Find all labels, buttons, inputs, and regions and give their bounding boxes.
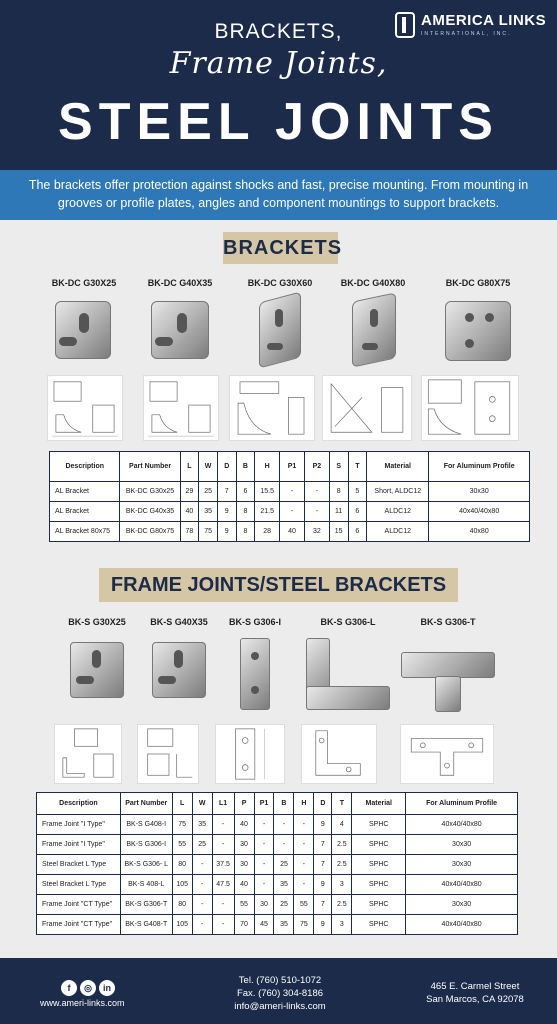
- col-header: T: [332, 793, 352, 815]
- table-row: [37, 895, 518, 915]
- logo-name: AMERICA LINKS: [421, 12, 547, 29]
- table-cell: 55: [234, 895, 254, 915]
- col-header: Material: [352, 793, 406, 815]
- bracket-photo: [245, 293, 315, 365]
- table-cell: 40: [234, 875, 254, 895]
- table-cell: -: [304, 502, 329, 522]
- table-cell: 25: [192, 835, 212, 855]
- table-cell: ALDC12: [367, 522, 429, 542]
- product-label: BK-S G306-L: [320, 617, 376, 627]
- facebook-icon[interactable]: f: [61, 980, 77, 996]
- table-cell: 15: [329, 522, 348, 542]
- table-cell: 7: [314, 855, 332, 875]
- table-cell: SPHC: [352, 815, 406, 835]
- product-bk-dc-g30x25: [44, 277, 124, 365]
- table-cell: 2.5: [332, 895, 352, 915]
- address-street: 465 E. Carmel Street: [430, 981, 520, 992]
- product-bk-s-g306-i: [218, 616, 292, 714]
- table-cell: BK-S G408-I: [120, 815, 172, 835]
- technical-drawing: [301, 724, 377, 784]
- table-row: [50, 522, 530, 542]
- table-cell: 32: [304, 522, 329, 542]
- table-cell: 9: [314, 915, 332, 935]
- social-links: [61, 978, 118, 996]
- col-header: W: [199, 452, 218, 482]
- contact-info: [225, 974, 335, 1013]
- table-cell: 5: [348, 482, 367, 502]
- table-cell: -: [212, 815, 234, 835]
- frame-joints-spec-table: [36, 792, 518, 935]
- header-line-brackets: BRACKETS,: [214, 20, 343, 43]
- table-row: [37, 875, 518, 895]
- bracket-photo: [62, 632, 132, 704]
- table-cell: 29: [180, 482, 199, 502]
- table-cell: 3: [332, 915, 352, 935]
- table-row: [37, 815, 518, 835]
- table-cell: -: [212, 835, 234, 855]
- table-cell: 78: [180, 522, 199, 542]
- table-cell: Steel Bracket L Type: [37, 875, 121, 895]
- product-bk-dc-g30x60: [238, 277, 322, 365]
- table-cell: 40x40/40x80: [429, 502, 530, 522]
- col-header: P2: [304, 452, 329, 482]
- table-cell: 8: [329, 482, 348, 502]
- col-header: L: [172, 793, 192, 815]
- product-bk-s-g40x35: [140, 616, 218, 704]
- table-cell: -: [254, 815, 274, 835]
- email-link[interactable]: info@ameri-links.com: [234, 1001, 326, 1012]
- product-label: BK-S G40X35: [150, 617, 208, 627]
- table-cell: 30x30: [406, 835, 518, 855]
- logo-subtitle: INTERNATIONAL, INC.: [421, 31, 512, 37]
- section-title-brackets: BRACKETS: [223, 232, 338, 264]
- table-cell: -: [254, 875, 274, 895]
- table-cell: 47.5: [212, 875, 234, 895]
- bracket-photo: [49, 293, 119, 365]
- product-label: BK-S G306-I: [228, 617, 281, 627]
- instagram-icon[interactable]: ◎: [80, 980, 96, 996]
- col-header: W: [192, 793, 212, 815]
- table-cell: 105: [172, 875, 192, 895]
- technical-drawing: [421, 375, 519, 441]
- table-cell: 9: [314, 875, 332, 895]
- bracket-photo: [220, 632, 290, 714]
- table-cell: BK-S G306-T: [120, 895, 172, 915]
- col-header: P: [234, 793, 254, 815]
- product-label: BK-DC G80X75: [445, 278, 511, 288]
- table-cell: BK-S G306-I: [120, 835, 172, 855]
- footer: [0, 958, 557, 1024]
- table-cell: -: [274, 815, 294, 835]
- table-row: [37, 915, 518, 935]
- table-cell: SPHC: [352, 915, 406, 935]
- table-cell: SPHC: [352, 835, 406, 855]
- table-cell: 30: [234, 855, 254, 875]
- table-cell: BK-S G408-T: [120, 915, 172, 935]
- table-cell: 21.5: [255, 502, 280, 522]
- table-cell: 6: [348, 502, 367, 522]
- logo-mark-icon: [395, 12, 415, 38]
- table-cell: 80: [172, 895, 192, 915]
- table-row: [50, 482, 530, 502]
- table-cell: -: [294, 815, 314, 835]
- table-cell: 7: [314, 835, 332, 855]
- header-line-steel-joints: STEEL JOINTS: [58, 93, 499, 151]
- table-cell: -: [254, 855, 274, 875]
- product-bk-dc-g80x75: [432, 277, 524, 365]
- table-cell: 8: [236, 502, 255, 522]
- table-cell: 8: [236, 522, 255, 542]
- table-cell: 6: [236, 482, 255, 502]
- table-cell: 2.5: [332, 835, 352, 855]
- table-cell: AL Bracket: [50, 482, 120, 502]
- col-header: B: [236, 452, 255, 482]
- linkedin-icon[interactable]: in: [99, 980, 115, 996]
- table-cell: -: [192, 855, 212, 875]
- table-cell: -: [280, 482, 305, 502]
- product-label: BK-DC G30X25: [51, 278, 117, 288]
- bracket-photo: [304, 632, 392, 714]
- table-cell: 40x80: [429, 522, 530, 542]
- col-header: P1: [254, 793, 274, 815]
- table-cell: 70: [234, 915, 254, 935]
- product-bk-dc-g40x35: [138, 277, 222, 365]
- table-cell: 80: [172, 855, 192, 875]
- product-label: BK-DC G30X60: [247, 278, 313, 288]
- table-cell: 40x40/40x80: [406, 915, 518, 935]
- technical-drawing: [143, 375, 219, 441]
- table-cell: 25: [274, 855, 294, 875]
- table-cell: -: [254, 835, 274, 855]
- table-cell: SPHC: [352, 875, 406, 895]
- col-header: Description: [37, 793, 121, 815]
- table-cell: BK-DC G80x75: [120, 522, 180, 542]
- bracket-photo: [401, 632, 495, 714]
- technical-drawing: [54, 724, 122, 784]
- table-cell: BK-S 408-L: [120, 875, 172, 895]
- table-cell: 25: [274, 895, 294, 915]
- brackets-spec-table: [49, 451, 530, 542]
- technical-drawing: [47, 375, 123, 441]
- table-cell: 40x40/40x80: [406, 815, 518, 835]
- technical-drawing: [215, 724, 285, 784]
- table-cell: 15.5: [255, 482, 280, 502]
- bracket-photo: [338, 293, 408, 365]
- table-cell: 40: [234, 815, 254, 835]
- col-header: H: [255, 452, 280, 482]
- technical-drawing: [137, 724, 199, 784]
- technical-drawing: [322, 375, 412, 441]
- table-cell: -: [304, 482, 329, 502]
- table-cell: -: [294, 875, 314, 895]
- table-cell: 75: [172, 815, 192, 835]
- col-header: Description: [50, 452, 120, 482]
- table-cell: 30x30: [429, 482, 530, 502]
- table-cell: 6: [348, 522, 367, 542]
- col-header: For Aluminum Profile: [429, 452, 530, 482]
- address: [410, 980, 540, 1006]
- table-cell: Short, ALDC12: [367, 482, 429, 502]
- table-cell: ALDC12: [367, 502, 429, 522]
- table-cell: 30x30: [406, 895, 518, 915]
- table-row: [37, 835, 518, 855]
- table-cell: BK-S G306- L: [120, 855, 172, 875]
- table-cell: 30: [254, 895, 274, 915]
- col-header: Material: [367, 452, 429, 482]
- table-cell: 4: [332, 815, 352, 835]
- table-cell: -: [274, 835, 294, 855]
- phone-number[interactable]: Tel. (760) 510-1072: [238, 975, 322, 986]
- table-cell: 30x30: [406, 855, 518, 875]
- col-header: Part Number: [120, 793, 172, 815]
- col-header: L: [180, 452, 199, 482]
- table-cell: 3: [332, 875, 352, 895]
- product-bk-s-g30x25: [58, 616, 136, 704]
- bracket-photo: [443, 293, 513, 365]
- table-cell: Frame Joint "CT Type": [37, 915, 121, 935]
- table-cell: 75: [294, 915, 314, 935]
- col-header: H: [294, 793, 314, 815]
- table-cell: 35: [199, 502, 218, 522]
- table-cell: -: [192, 895, 212, 915]
- table-cell: AL Bracket: [50, 502, 120, 522]
- table-cell: -: [192, 915, 212, 935]
- product-label: BK-DC G40X80: [340, 278, 406, 288]
- product-bk-s-g306-l: [300, 616, 396, 714]
- col-header: B: [274, 793, 294, 815]
- product-label: BK-S G306-T: [420, 617, 476, 627]
- table-cell: Steel Bracket L Type: [37, 855, 121, 875]
- table-cell: 37.5: [212, 855, 234, 875]
- technical-drawing: [400, 724, 494, 784]
- col-header: S: [329, 452, 348, 482]
- col-header: L1: [212, 793, 234, 815]
- table-cell: 55: [294, 895, 314, 915]
- table-cell: Frame Joint "I Type": [37, 815, 121, 835]
- company-logo[interactable]: [395, 12, 545, 42]
- table-cell: 11: [329, 502, 348, 522]
- col-header: D: [314, 793, 332, 815]
- table-header-row: [50, 452, 530, 482]
- product-bk-s-g306-t: [400, 616, 496, 714]
- table-cell: -: [212, 915, 234, 935]
- table-cell: BK-DC G30x25: [120, 482, 180, 502]
- table-cell: 105: [172, 915, 192, 935]
- table-header-row: [37, 793, 518, 815]
- intro-text: The brackets offer protection against shocks and fast, precise mounting. From mounting in grooves or profile plates, angles and component mountings to support brackets.: [0, 170, 557, 220]
- table-cell: 75: [199, 522, 218, 542]
- table-cell: 2.5: [332, 855, 352, 875]
- table-cell: 40: [180, 502, 199, 522]
- table-cell: AL Bracket 80x75: [50, 522, 120, 542]
- table-cell: SPHC: [352, 895, 406, 915]
- table-cell: 35: [192, 815, 212, 835]
- table-cell: 28: [255, 522, 280, 542]
- table-cell: 35: [274, 875, 294, 895]
- product-label: BK-DC G40X35: [147, 278, 213, 288]
- table-cell: -: [294, 855, 314, 875]
- section-title-frame-joints: FRAME JOINTS/STEEL BRACKETS: [99, 568, 458, 602]
- col-header: D: [217, 452, 236, 482]
- table-cell: 9: [217, 502, 236, 522]
- bracket-photo: [144, 632, 214, 704]
- product-label: BK-S G30X25: [68, 617, 126, 627]
- technical-drawing: [229, 375, 315, 441]
- header-line-frame-joints: Frame Joints,: [169, 46, 388, 81]
- table-cell: Frame Joint "I Type": [37, 835, 121, 855]
- header-banner: [0, 0, 557, 170]
- fax-number: Fax. (760) 304-8186: [236, 988, 324, 999]
- table-cell: 35: [274, 915, 294, 935]
- col-header: For Aluminum Profile: [406, 793, 518, 815]
- col-header: Part Number: [120, 452, 180, 482]
- table-cell: -: [192, 875, 212, 895]
- table-cell: -: [212, 895, 234, 915]
- table-cell: 9: [217, 522, 236, 542]
- table-cell: 7: [314, 895, 332, 915]
- table-cell: 55: [172, 835, 192, 855]
- table-cell: 40x40/40x80: [406, 875, 518, 895]
- table-row: [37, 855, 518, 875]
- website-link[interactable]: www.ameri-links.com: [40, 998, 125, 1008]
- bracket-photo: [145, 293, 215, 365]
- table-cell: Frame Joint "CT Type": [37, 895, 121, 915]
- address-city: San Marcos, CA 92078: [426, 994, 524, 1005]
- table-cell: 7: [217, 482, 236, 502]
- table-cell: 9: [314, 815, 332, 835]
- table-cell: 25: [199, 482, 218, 502]
- table-cell: BK-DC G40x35: [120, 502, 180, 522]
- col-header: P1: [280, 452, 305, 482]
- table-cell: 40: [280, 522, 305, 542]
- table-cell: 45: [254, 915, 274, 935]
- table-cell: SPHC: [352, 855, 406, 875]
- col-header: T: [348, 452, 367, 482]
- table-cell: -: [280, 502, 305, 522]
- table-cell: -: [294, 835, 314, 855]
- table-row: [50, 502, 530, 522]
- table-cell: 30: [234, 835, 254, 855]
- product-bk-dc-g40x80: [330, 277, 416, 365]
